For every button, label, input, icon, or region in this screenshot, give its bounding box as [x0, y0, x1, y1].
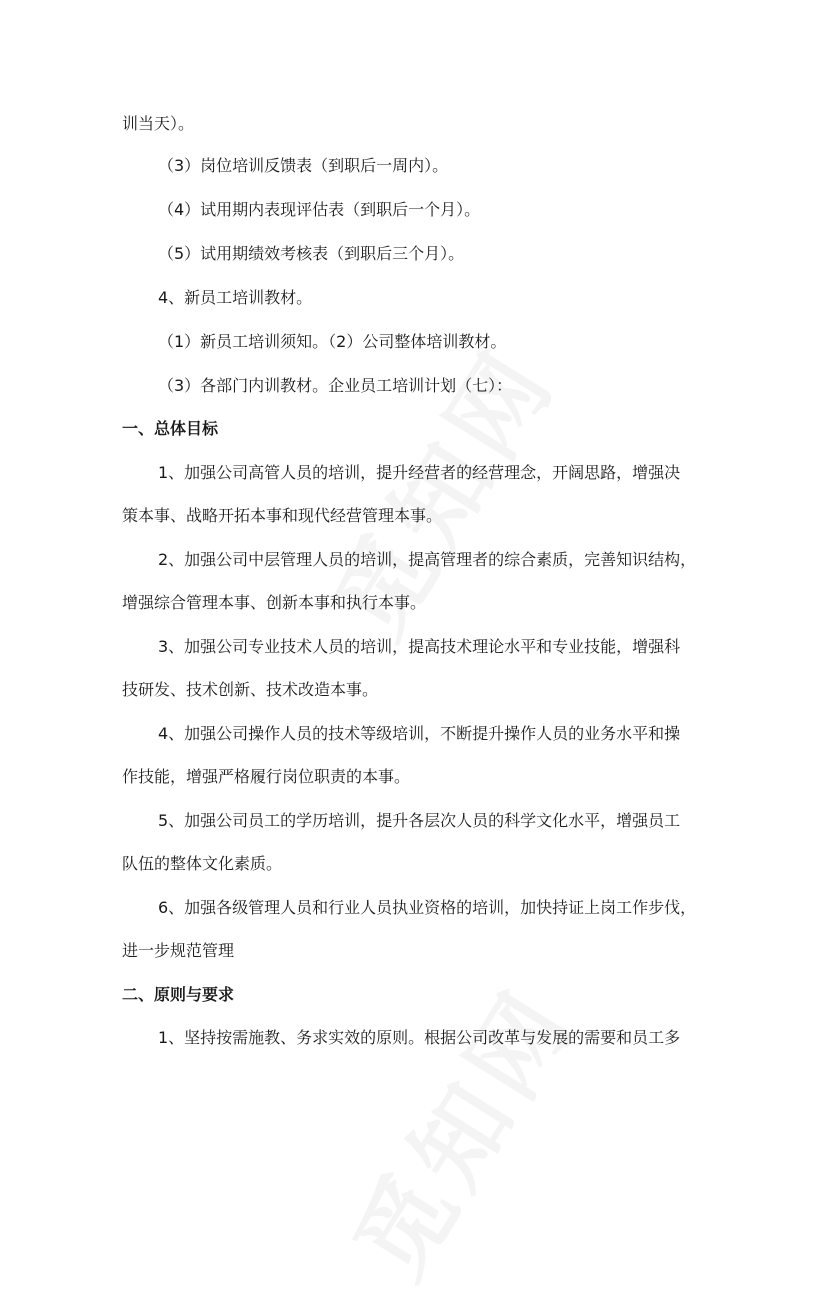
text-line: 4、加强公司操作人员的技术等级培训，不断提升操作人员的业务水平和操 [158, 724, 681, 743]
text-line: 作技能，增强严格履行岗位职责的本事。 [122, 767, 411, 786]
section-heading: 一、总体目标 [122, 419, 219, 438]
text-line: 6、加强各级管理人员和行业人员执业资格的培训，加快持证上岗工作步伐， [158, 898, 697, 917]
text-line: 进一步规范管理 [122, 941, 235, 960]
text-line: （4）试用期内表现评估表（到职后一个月）。 [158, 200, 481, 219]
text-line: （3）岗位培训反馈表（到职后一周内）。 [158, 156, 449, 175]
text-line: 训当天）。 [122, 114, 195, 133]
text-line: （3）各部门内训教材。企业员工培训计划（七）： [158, 376, 513, 395]
text-line: 2、加强公司中层管理人员的培训，提高管理者的综合素质，完善知识结构， [158, 550, 697, 569]
text-line: 策本事、战略开拓本事和现代经营管理本事。 [122, 506, 443, 525]
watermark-bottom [317, 957, 602, 1299]
text-line: 队伍的整体文化素质。 [122, 854, 283, 873]
text-line: （5）试用期绩效考核表（到职后三个月）。 [158, 244, 465, 263]
text-line: 3、加强公司专业技术人员的培训，提高技术理论水平和专业技能，增强科 [158, 637, 681, 656]
text-line: 增强综合管理本事、创新本事和执行本事。 [122, 593, 427, 612]
text-line: 5、加强公司员工的学历培训，提升各层次人员的科学文化水平，增强员工 [158, 811, 681, 830]
text-line: 4、新员工培训教材。 [158, 288, 313, 307]
text-line: 1、加强公司高管人员的培训，提升经营者的经营理念，开阔思路，增强决 [158, 463, 681, 482]
section-heading: 二、原则与要求 [122, 985, 235, 1004]
text-line: 1、坚持按需施教、务求实效的原则。根据公司改革与发展的需要和员工多 [158, 1028, 681, 1047]
text-line: 技研发、技术创新、技术改造本事。 [122, 680, 379, 699]
text-line: （1）新员工培训须知。（2）公司整体培训教材。 [158, 332, 507, 351]
